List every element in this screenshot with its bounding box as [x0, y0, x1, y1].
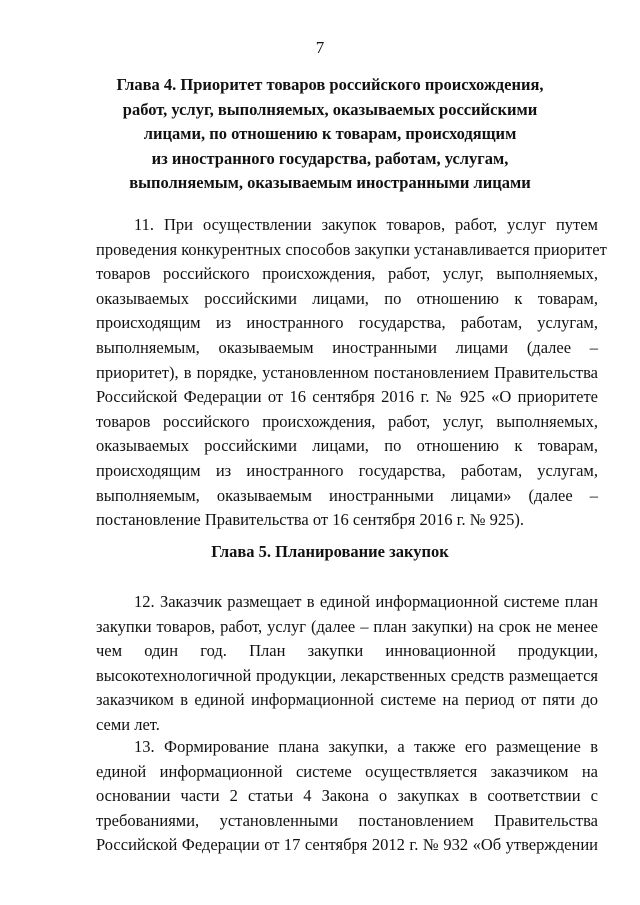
paragraph-line: 12. Заказчик размещает в единой информационной системе план: [134, 592, 598, 611]
chapter-4-heading-line: Глава 4. Приоритет товаров российского происхождения,: [116, 75, 544, 94]
paragraph-line: оказываемых российскими лицами, по отношению к товарам,: [96, 288, 598, 308]
paragraph-line: семи лет.: [96, 714, 160, 734]
paragraph-line: происходящим из иностранного государства, работам, услугам,: [96, 313, 598, 333]
paragraph-line: высокотехнологичной продукции, лекарственных средств размещается: [96, 665, 598, 685]
chapter-4-heading-line: выполняемым, оказываемым иностранными лицами: [129, 173, 531, 192]
paragraph-line: проведения конкурентных способов закупки устанавливается приоритет: [96, 239, 607, 259]
chapter-4-heading-line: работ, услуг, выполняемых, оказываемых российскими: [122, 99, 538, 119]
paragraph-line: товаров российского происхождения, работ, услуг, выполняемых,: [96, 411, 598, 431]
chapter-5-heading-title: Глава 5. Планирование закупок: [211, 542, 449, 561]
chapter-5-heading: [60, 540, 600, 565]
paragraph-line: оказываемых российскими лицами, по отношению к товарам,: [96, 436, 598, 456]
paragraph-line: 11. При осуществлении закупок товаров, работ, услуг путем: [134, 215, 598, 234]
paragraph-line: выполняемым, оказываемым иностранными лицами» (далее –: [96, 485, 598, 505]
paragraph-line: приоритет), в порядке, установленном постановлением Правительства: [96, 362, 598, 382]
chapter-4-heading-line: лицами, по отношению к товарам, происходящим: [143, 124, 517, 143]
paragraph-line: 13. Формирование плана закупки, а также его размещение в: [134, 737, 598, 756]
paragraph-line: выполняемым, оказываемым иностранными лицами (далее –: [96, 337, 598, 357]
paragraph-line: заказчиком в единой информационной системе на период от пяти до: [96, 690, 598, 710]
paragraph-line: основании части 2 статьи 4 Закона о закупках в соответствии с: [96, 786, 598, 806]
paragraph-line: чем один год. План закупки инновационной продукции,: [96, 641, 598, 661]
paragraph-line: закупки товаров, работ, услуг (далее – план закупки) на срок не менее: [96, 616, 598, 636]
paragraph-line: единой информационной системе осуществляется заказчиком на: [96, 761, 598, 781]
paragraph-line: товаров российского происхождения, работ, услуг, выполняемых,: [96, 264, 598, 284]
paragraph-13: [96, 735, 598, 858]
paragraph-line: постановление Правительства от 16 сентября 2016 г. № 925).: [96, 510, 524, 530]
paragraph-line: Российской Федерации от 16 сентября 2016 г. № 925 «О приоритете: [96, 387, 598, 407]
paragraph-line: требованиями, установленными постановлением Правительства: [96, 810, 598, 830]
paragraph-line: происходящим из иностранного государства, работам, услугам,: [96, 460, 598, 480]
chapter-4-heading: [60, 73, 600, 196]
paragraph-line: Российской Федерации от 17 сентября 2012 г. № 932 «Об утверждении: [96, 835, 598, 855]
chapter-4-heading-line: из иностранного государства, работам, услугам,: [151, 148, 509, 168]
paragraph-11: [96, 213, 607, 533]
page-number: 7: [315, 38, 325, 57]
paragraph-12: [96, 590, 598, 738]
